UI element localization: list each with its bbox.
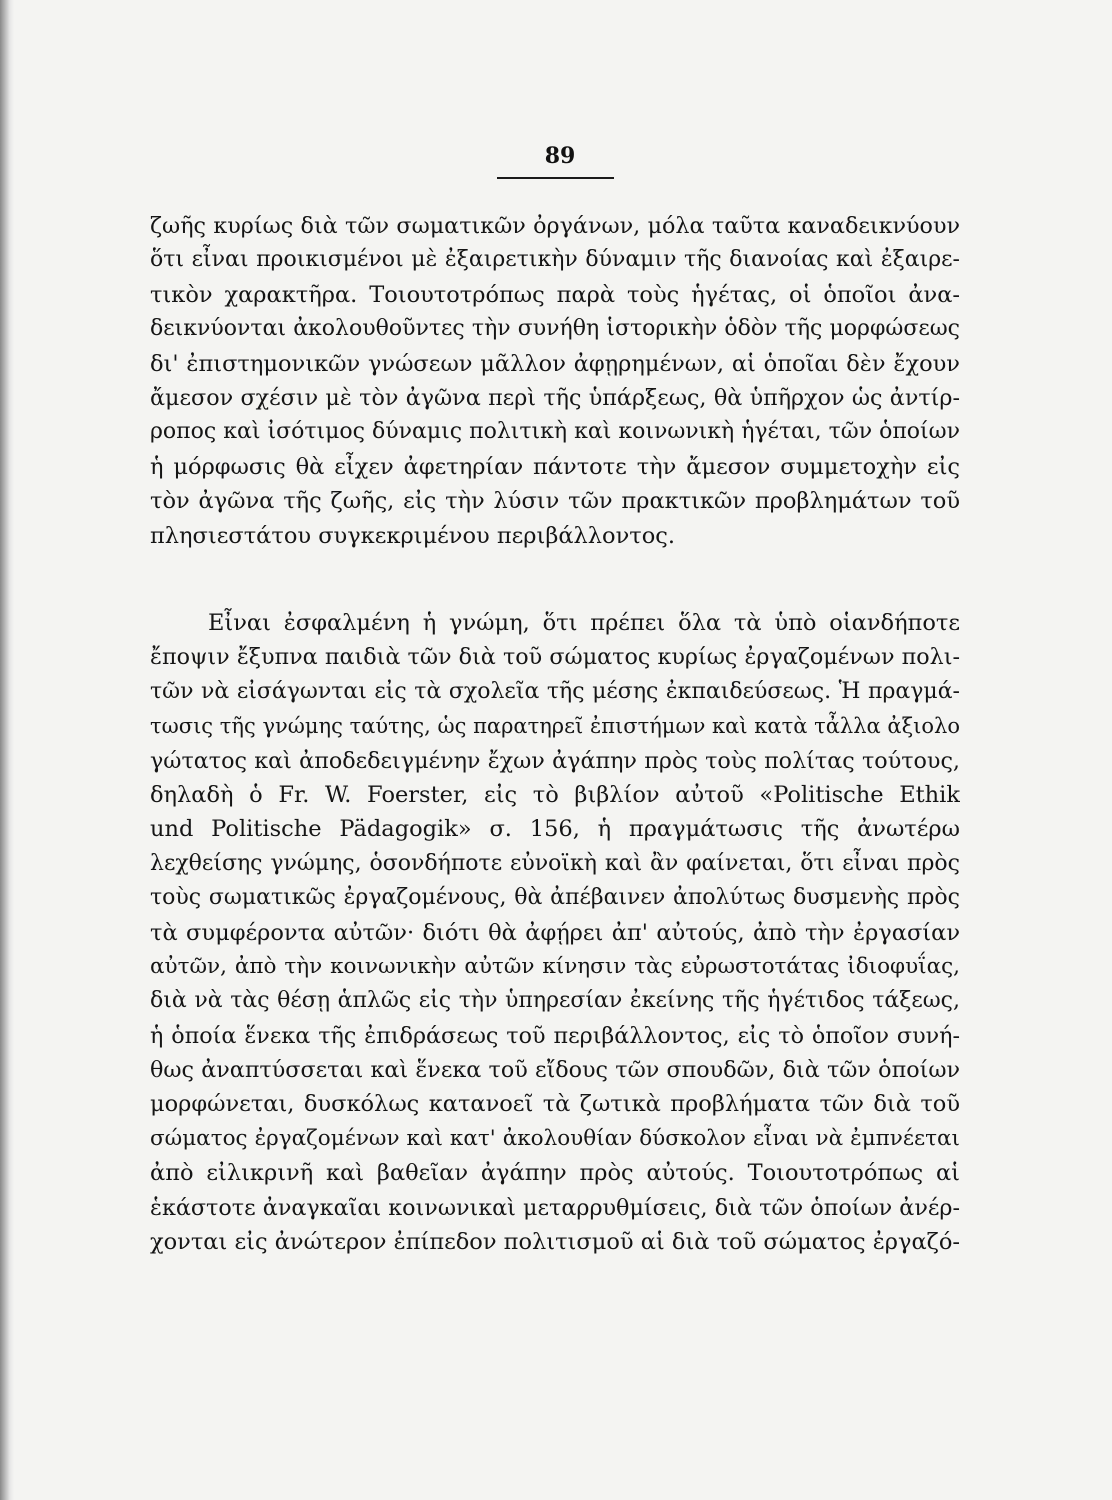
text-line: χονται εἰς ἀνώτερον ἐπίπεδον πολιτισμοῦ αἱ διὰ τοῦ σώματος ἐργαζό- — [150, 1229, 960, 1256]
text-line: πλησιεστάτου συγκεκριμένου περιβάλλοντος. — [150, 522, 676, 549]
text-line: δεικνύονται ἀκολουθοῦντες τὴν συνήθη ἱστορικὴν ὁδὸν τῆς μορφώσεως — [150, 316, 960, 342]
text-line: διὰ νὰ τὰς θέσῃ ἁπλῶς εἰς τὴν ὑπηρεσίαν ἐκείνης τῆς ἡγέτιδος τάξεως, — [150, 988, 960, 1014]
text-line: und Politische Pädagogik» σ. 156, ἡ πραγμάτωσις τῆς ἀνωτέρω — [150, 816, 960, 843]
text-line: δηλαδὴ ὁ Fr. W. Foerster, εἰς τὸ βιβλίον αὐτοῦ «Politische Ethik — [150, 781, 960, 808]
text-line: γώτατος καὶ ἀποδεδειγμένην ἔχων ἀγάπην πρὸς τοὺς πολίτας τούτους, — [150, 747, 960, 774]
text-line: σώματος ἐργαζομένων καὶ κατ' ἀκολουθίαν δύσκολον εἶναι νὰ ἐμπνέεται — [150, 1125, 960, 1151]
text-line: τὰ συμφέροντα αὐτῶν· διότι θὰ ἀφῄρει ἀπ' αὐτούς, ἀπὸ τὴν ἐργασίαν — [150, 919, 960, 946]
text-line: ζωῆς κυρίως διὰ τῶν σωματικῶν ὀργάνων, μόλα ταῦτα καναδεικνύουν — [150, 213, 960, 239]
text-line: ἄμεσον σχέσιν μὲ τὸν ἀγῶνα περὶ τῆς ὑπάρξεως, θὰ ὑπῆρχον ὡς ἀντίρ- — [150, 384, 960, 411]
text-line: θως ἀναπτύσσεται καὶ ἕνεκα τοῦ εἴδους τῶν σπουδῶν, διὰ τῶν ὁποίων — [150, 1057, 960, 1084]
text-line: αὐτῶν, ἀπὸ τὴν κοινωνικὴν αὐτῶν κίνησιν τὰς εὐρωστοτάτας ἰδιοφυΐας, — [150, 953, 960, 979]
text-line: τὸν ἀγῶνα τῆς ζωῆς, εἰς τὴν λύσιν τῶν πρακτικῶν προβλημάτων τοῦ — [150, 488, 960, 515]
text-line: ἔποψιν ἔξυπνα παιδιὰ τῶν διὰ τοῦ σώματος κυρίως ἐργαζομένων πολι- — [150, 644, 960, 671]
paragraph-1 — [150, 209, 960, 553]
page-number: 89 — [544, 143, 576, 169]
text-line: ροπος καὶ ἰσότιμος δύναμις πολιτικὴ καὶ κοινωνικὴ ἡγέται, τῶν ὁποίων — [150, 419, 960, 445]
text-line: ἑκάστοτε ἀναγκαῖαι κοινωνικαὶ μεταρρυθμίσεις, διὰ τῶν ὁποίων ἀνέρ- — [150, 1194, 960, 1221]
text-line: ὅτι εἶναι προικισμένοι μὲ ἐξαιρετικὴν δύναμιν τῆς διανοίας καὶ ἐξαιρε- — [150, 247, 960, 273]
text-line: λεχθείσης γνώμης, ὁσονδήποτε εὐνοϊκὴ καὶ ἂν φαίνεται, ὅτι εἶναι πρὸς — [150, 850, 960, 876]
text-line: ἀπὸ εἰλικρινῆ καὶ βαθεῖαν ἀγάπην πρὸς αὐτούς. Τοιουτοτρόπως αἱ — [150, 1160, 960, 1187]
paragraph-2 — [150, 606, 960, 1259]
page-edge-shadow — [0, 0, 14, 1500]
text-line: τικὸν χαρακτῆρα. Τοιουτοτρόπως παρὰ τοὺς ἡγέτας, οἱ ὁποῖοι ἀνα- — [150, 281, 960, 308]
text-line: τωσις τῆς γνώμης ταύτης, ὡς παρατηρεῖ ἐπιστήμων καὶ κατὰ τἆλλα ἀξιολο — [150, 714, 960, 739]
text-line: τοὺς σωματικῶς ἐργαζομένους, θὰ ἀπέβαινεν ἀπολύτως δυσμενὴς πρὸς — [150, 885, 960, 911]
text-line: Εἶναι ἐσφαλμένη ἡ γνώμη, ὅτι πρέπει ὅλα τὰ ὑπὸ οἱανδήποτε — [208, 610, 960, 636]
text-line: ἡ μόρφωσις θὰ εἶχεν ἀφετηρίαν πάντοτε τὴν ἄμεσον συμμετοχὴν εἰς — [150, 453, 960, 480]
text-line: ἡ ὁποία ἕνεκα τῆς ἐπιδράσεως τοῦ περιβάλλοντος, εἰς τὸ ὁποῖον συνή- — [150, 1022, 960, 1049]
text-line: τῶν νὰ εἰσάγωνται εἰς τὰ σχολεῖα τῆς μέσης ἐκπαιδεύσεως. Ἡ πραγμά- — [150, 678, 960, 704]
text-line: μορφώνεται, δυσκόλως κατανοεῖ τὰ ζωτικὰ προβλήματα τῶν διὰ τοῦ — [150, 1091, 960, 1118]
text-line: δι' ἐπιστημονικῶν γνώσεων μᾶλλον ἀφῃρημένων, αἱ ὁποῖαι δὲν ἔχουν — [150, 350, 960, 377]
header-rule — [497, 177, 614, 179]
